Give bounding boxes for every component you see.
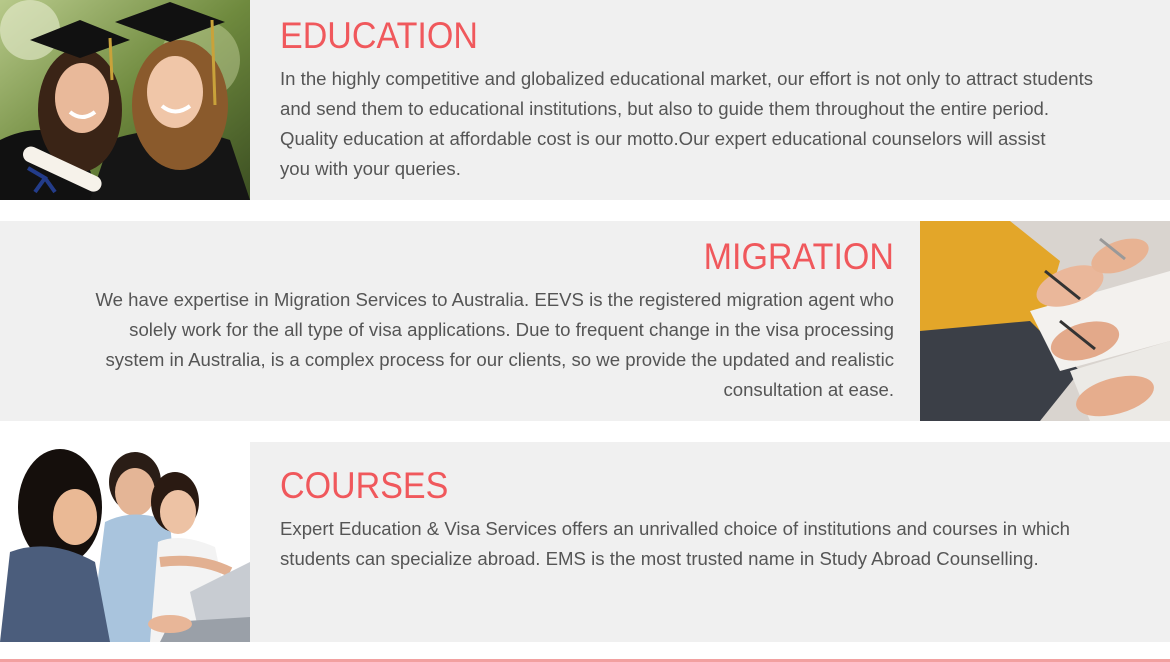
migration-section — [0, 221, 1170, 421]
migration-panel — [0, 221, 920, 421]
graduates-photo — [0, 0, 250, 200]
migration-title: MIGRATION — [703, 236, 894, 277]
education-title: EDUCATION — [280, 15, 478, 56]
writing-hands-photo — [920, 221, 1170, 421]
migration-description: We have expertise in Migration Services to Australia. EEVS is the registered migration agent who solely work for the all type of visa applications. Due to frequent change in the visa processing system in Australia, is a complex process for our clients, so we provide the updated and realistic consultation at ease. — [95, 289, 894, 400]
education-section — [0, 0, 1170, 200]
courses-title: COURSES — [280, 465, 449, 506]
education-panel — [250, 0, 1170, 200]
education-description: In the highly competitive and globalized educational market, our effort is not only to attract students and send them to educational institutions, but also to guide them throughout the entire period. Quality education at affordable cost is our motto.Our expert educational counselors will assist you with your queries. — [280, 68, 1094, 179]
courses-section — [0, 442, 1170, 642]
courses-description: Expert Education & Visa Services offers an unrivalled choice of institutions and courses in which students can specialize abroad. EMS is the most trusted name in Study Abroad Counselling. — [280, 518, 1070, 569]
courses-panel — [250, 442, 1170, 642]
students-laptop-photo — [0, 442, 250, 642]
